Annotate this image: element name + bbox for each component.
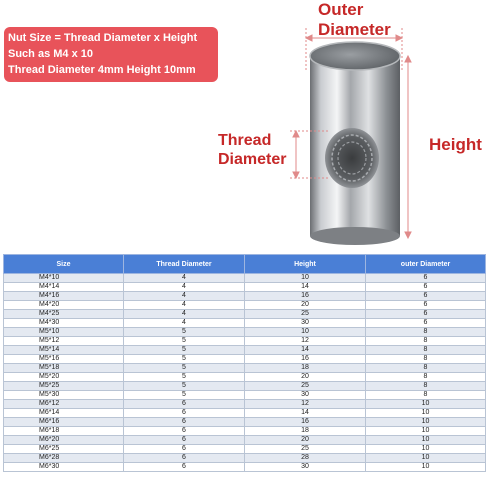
cell-size: M6*18 (4, 427, 124, 436)
table-row (4, 283, 486, 292)
cell-thread-diameter: 6 (124, 400, 245, 409)
cell-height: 30 (245, 463, 366, 472)
cell-height: 14 (245, 346, 366, 355)
cell-size: M6*28 (4, 454, 124, 463)
cell-outer-diameter: 10 (366, 409, 486, 418)
cell-height: 12 (245, 400, 366, 409)
cell-height: 25 (245, 445, 366, 454)
cell-outer-diameter: 6 (366, 274, 486, 283)
cell-outer-diameter: 10 (366, 427, 486, 436)
cell-size: M5*16 (4, 355, 124, 364)
cell-outer-diameter: 8 (366, 337, 486, 346)
header-height: Height (245, 255, 366, 274)
cell-thread-diameter: 6 (124, 427, 245, 436)
cell-size: M5*14 (4, 346, 124, 355)
table-row (4, 418, 486, 427)
table-row (4, 292, 486, 301)
cell-size: M5*12 (4, 337, 124, 346)
table-body (4, 274, 486, 472)
table-row (4, 445, 486, 454)
table-row (4, 364, 486, 373)
cell-size: M6*25 (4, 445, 124, 454)
table-row (4, 301, 486, 310)
cell-outer-diameter: 6 (366, 310, 486, 319)
cell-outer-diameter: 10 (366, 436, 486, 445)
table-row (4, 346, 486, 355)
cell-outer-diameter: 10 (366, 400, 486, 409)
cell-height: 14 (245, 283, 366, 292)
cell-size: M5*25 (4, 382, 124, 391)
outer-label-line1: Outer (318, 0, 364, 19)
cell-size: M6*30 (4, 463, 124, 472)
cell-size: M4*14 (4, 283, 124, 292)
table-row (4, 337, 486, 346)
cell-height: 12 (245, 337, 366, 346)
cell-thread-diameter: 4 (124, 292, 245, 301)
table-row (4, 391, 486, 400)
cell-thread-diameter: 6 (124, 409, 245, 418)
cell-size: M6*16 (4, 418, 124, 427)
cell-size: M6*12 (4, 400, 124, 409)
spec-table (3, 254, 486, 472)
cell-height: 10 (245, 274, 366, 283)
table-row (4, 409, 486, 418)
cell-outer-diameter: 8 (366, 382, 486, 391)
cell-outer-diameter: 6 (366, 319, 486, 328)
header-thread-diameter: Thread Diameter (124, 255, 245, 274)
cell-height: 10 (245, 328, 366, 337)
thread-label-line1: Thread (218, 132, 272, 149)
cell-size: M6*14 (4, 409, 124, 418)
cell-thread-diameter: 5 (124, 391, 245, 400)
cell-size: M4*30 (4, 319, 124, 328)
cell-height: 28 (245, 454, 366, 463)
cell-height: 16 (245, 292, 366, 301)
cell-thread-diameter: 5 (124, 355, 245, 364)
cell-outer-diameter: 10 (366, 454, 486, 463)
cell-outer-diameter: 8 (366, 391, 486, 400)
table-row (4, 427, 486, 436)
info-line-formula: Nut Size = Thread Diameter x Height (8, 32, 198, 44)
cell-thread-diameter: 5 (124, 373, 245, 382)
cell-thread-diameter: 6 (124, 445, 245, 454)
cell-thread-diameter: 5 (124, 346, 245, 355)
cell-size: M6*20 (4, 436, 124, 445)
cell-outer-diameter: 10 (366, 445, 486, 454)
cell-size: M5*30 (4, 391, 124, 400)
cell-thread-diameter: 5 (124, 382, 245, 391)
cell-outer-diameter: 6 (366, 283, 486, 292)
table-row (4, 382, 486, 391)
info-line-detail: Thread Diameter 4mm Height 10mm (8, 64, 196, 76)
cell-height: 20 (245, 373, 366, 382)
table-row (4, 463, 486, 472)
cell-thread-diameter: 4 (124, 319, 245, 328)
cell-outer-diameter: 8 (366, 346, 486, 355)
cell-size: M4*16 (4, 292, 124, 301)
table-row (4, 328, 486, 337)
cell-size: M5*20 (4, 373, 124, 382)
table-header-row (4, 255, 486, 274)
cell-height: 18 (245, 427, 366, 436)
table-row (4, 310, 486, 319)
cell-height: 25 (245, 382, 366, 391)
cell-height: 16 (245, 355, 366, 364)
cell-size: M4*20 (4, 301, 124, 310)
outer-label-line2: Diameter (318, 20, 391, 39)
cell-thread-diameter: 4 (124, 301, 245, 310)
header-size: Size (4, 255, 124, 274)
cell-height: 30 (245, 391, 366, 400)
cell-thread-diameter: 6 (124, 454, 245, 463)
cell-size: M5*10 (4, 328, 124, 337)
cell-thread-diameter: 6 (124, 436, 245, 445)
cell-height: 14 (245, 409, 366, 418)
cell-thread-diameter: 5 (124, 328, 245, 337)
table-row (4, 355, 486, 364)
cell-thread-diameter: 5 (124, 337, 245, 346)
info-line-example: Such as M4 x 10 (8, 48, 93, 60)
cell-height: 18 (245, 364, 366, 373)
table-row (4, 436, 486, 445)
table-row (4, 373, 486, 382)
thread-hole (325, 128, 379, 188)
cell-size: M4*25 (4, 310, 124, 319)
cell-outer-diameter: 10 (366, 463, 486, 472)
cell-outer-diameter: 6 (366, 301, 486, 310)
cell-thread-diameter: 6 (124, 463, 245, 472)
cell-outer-diameter: 6 (366, 292, 486, 301)
cell-height: 30 (245, 319, 366, 328)
cell-size: M5*18 (4, 364, 124, 373)
cell-outer-diameter: 8 (366, 328, 486, 337)
table-row (4, 400, 486, 409)
header-outer-diameter: outer Diameter (366, 255, 486, 274)
cell-outer-diameter: 8 (366, 373, 486, 382)
cell-thread-diameter: 6 (124, 418, 245, 427)
cell-height: 20 (245, 436, 366, 445)
cell-height: 25 (245, 310, 366, 319)
cell-thread-diameter: 4 (124, 283, 245, 292)
cell-height: 20 (245, 301, 366, 310)
table-row (4, 319, 486, 328)
height-label: Height (429, 135, 482, 154)
cell-thread-diameter: 4 (124, 310, 245, 319)
cell-thread-diameter: 5 (124, 364, 245, 373)
cell-outer-diameter: 8 (366, 355, 486, 364)
table-row (4, 454, 486, 463)
cell-size: M4*10 (4, 274, 124, 283)
table-row (4, 274, 486, 283)
cell-height: 16 (245, 418, 366, 427)
thread-label-line2: Diameter (218, 151, 287, 168)
cell-outer-diameter: 8 (366, 364, 486, 373)
cell-outer-diameter: 10 (366, 418, 486, 427)
cell-thread-diameter: 4 (124, 274, 245, 283)
